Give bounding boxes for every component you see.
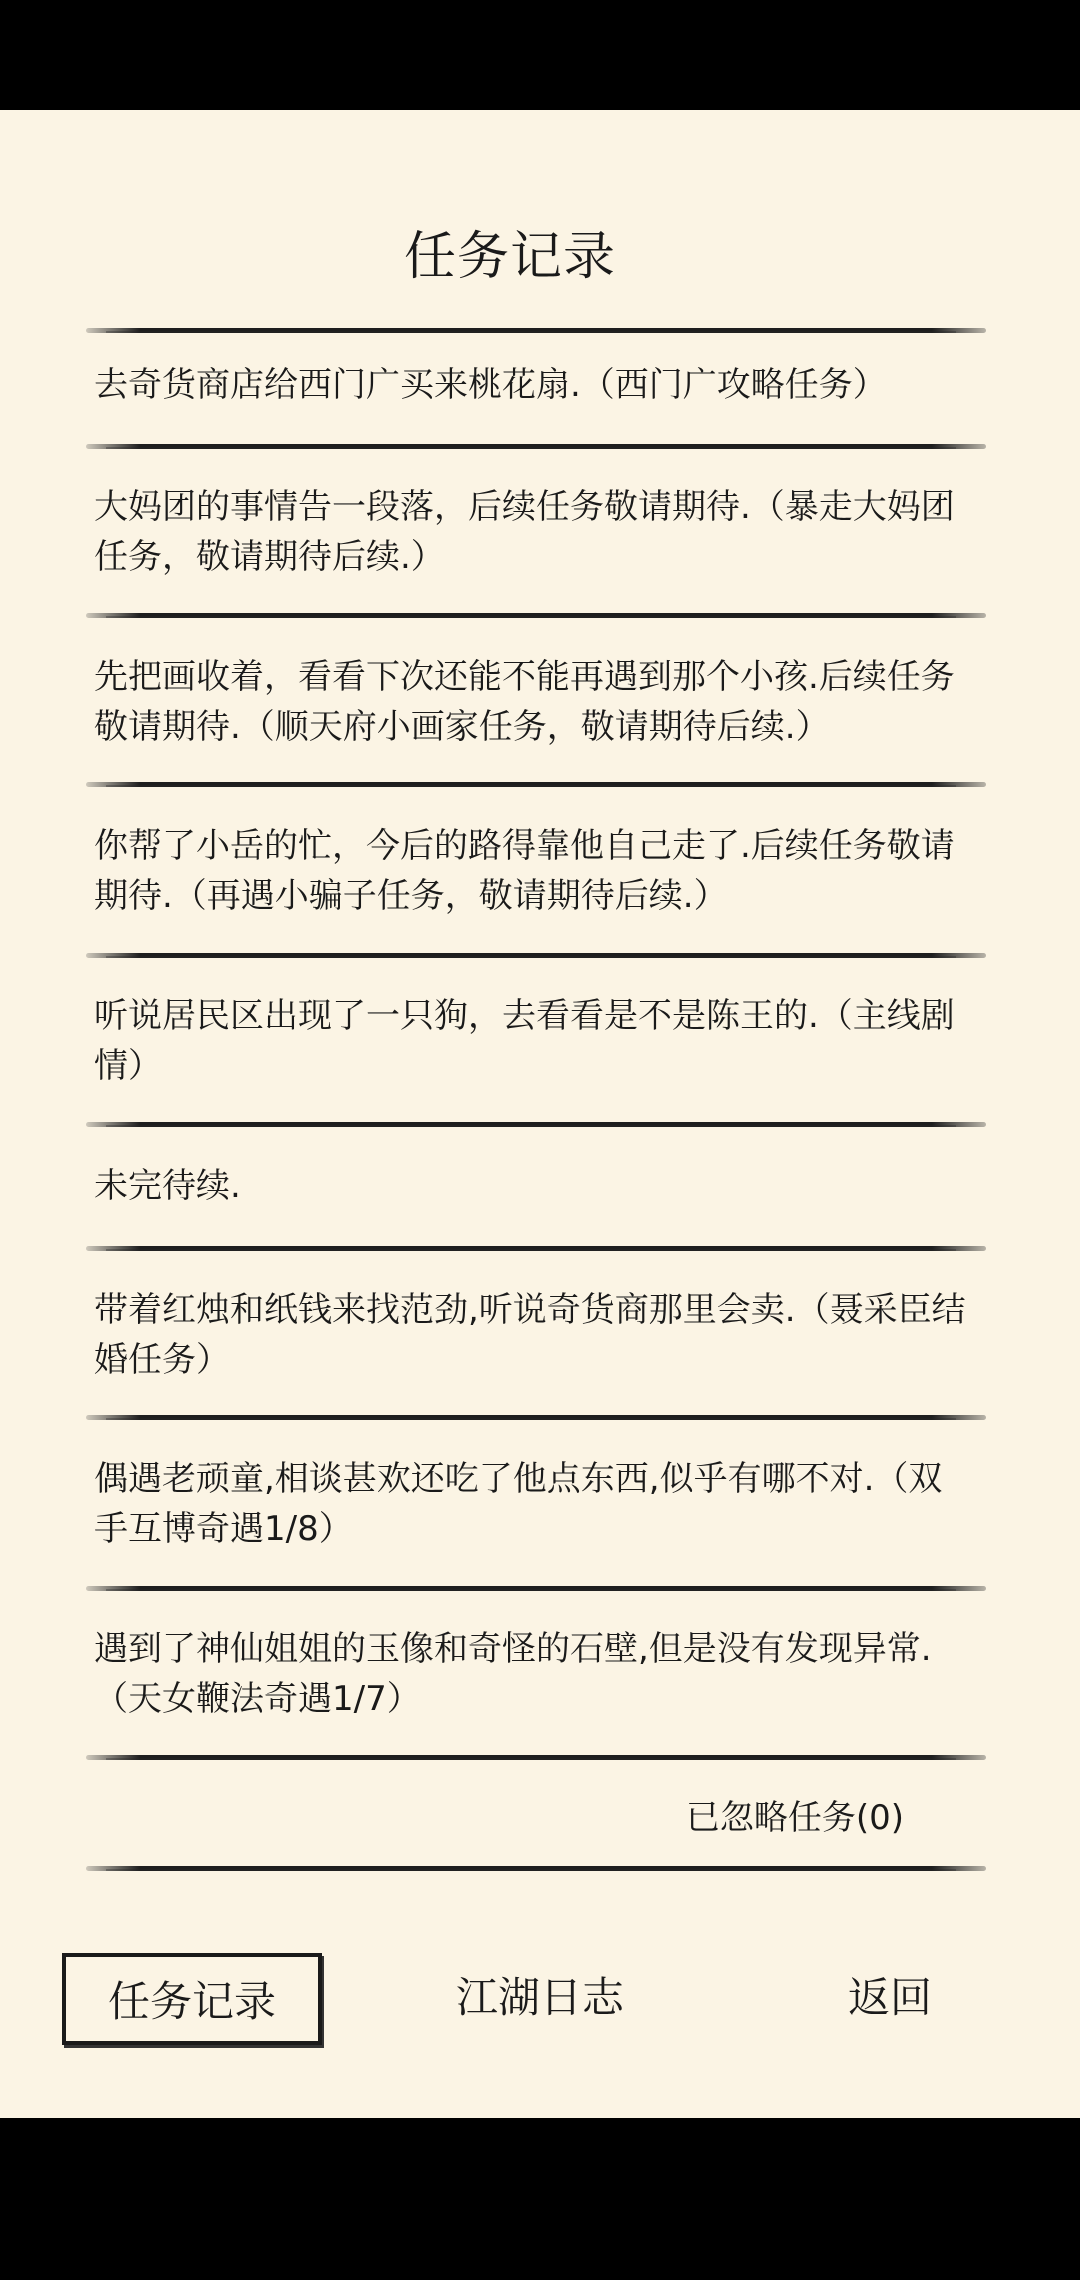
task-item-6[interactable]: 未完待续.: [94, 1166, 241, 1206]
tab-jianghu-journal[interactable]: 江湖日志: [455, 1973, 624, 2022]
divider: [86, 1415, 986, 1420]
divider: [86, 1246, 986, 1251]
tab-task-records[interactable]: 任务记录: [62, 1953, 322, 2045]
task-item-1[interactable]: 去奇货商店给西门广买来桃花扇.（西门广攻略任务）: [94, 365, 887, 405]
task-record-screen: [0, 110, 1080, 2118]
divider: [86, 1586, 986, 1591]
divider: [86, 1755, 986, 1760]
navigation-bar: [0, 2118, 1080, 2280]
divider: [86, 328, 986, 333]
divider: [86, 782, 986, 787]
page-title: 任务记录: [403, 227, 616, 287]
task-item-9[interactable]: 遇到了神仙姐姐的玉像和奇怪的石壁,但是没有发现异常.（天女鞭法奇遇1/7）: [94, 1629, 932, 1719]
back-button[interactable]: 返回: [847, 1973, 932, 2022]
task-item-7[interactable]: 带着红烛和纸钱来找范劲,听说奇货商那里会卖.（聂采臣结婚任务）: [94, 1290, 966, 1380]
task-item-3[interactable]: 先把画收着，看看下次还能不能再遇到那个小孩.后续任务敬请期待.（顺天府小画家任务，敬请期待后续.）: [94, 657, 955, 747]
ignored-tasks-button[interactable]: 已忽略任务(0): [685, 1798, 904, 1838]
task-item-4[interactable]: 你帮了小岳的忙，今后的路得靠他自己走了.后续任务敬请期待.（再遇小骗子任务，敬请期待后续.）: [94, 826, 955, 916]
divider: [86, 953, 986, 958]
task-item-8[interactable]: 偶遇老顽童,相谈甚欢还吃了他点东西,似乎有哪不对.（双手互博奇遇1/8）: [94, 1459, 943, 1549]
divider: [86, 444, 986, 449]
task-item-5[interactable]: 听说居民区出现了一只狗，去看看是不是陈王的.（主线剧情）: [94, 996, 955, 1086]
divider: [86, 1866, 986, 1871]
task-item-2[interactable]: 大妈团的事情告一段落，后续任务敬请期待.（暴走大妈团任务，敬请期待后续.）: [94, 487, 955, 577]
divider: [86, 1122, 986, 1127]
status-bar: [0, 0, 1080, 110]
divider: [86, 613, 986, 618]
